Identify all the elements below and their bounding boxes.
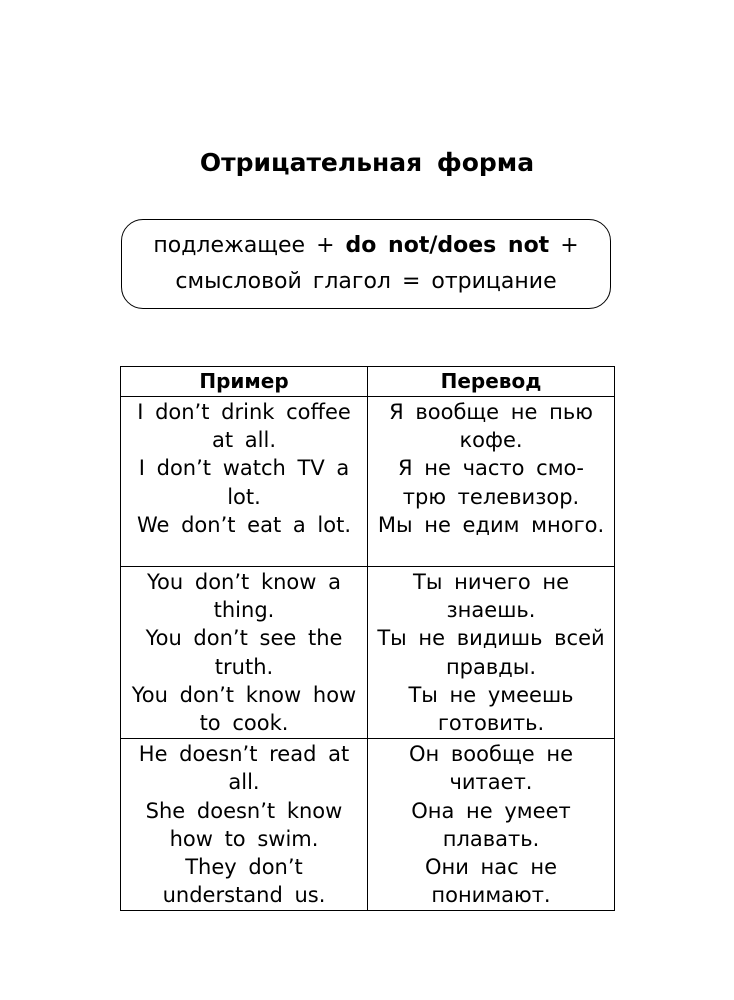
translation-sentence: Мы не едим много. — [377, 512, 605, 537]
translation-cell — [368, 397, 615, 567]
example-sentence: You don’t know how to cook. — [131, 682, 357, 736]
example-sentence: She doesn’t know how to swim. — [145, 798, 343, 851]
formula-line-1 — [122, 228, 610, 264]
table-row — [121, 567, 615, 739]
example-sentence: I don’t drink coffee at all. — [137, 400, 351, 453]
example-sentence: He doesn’t read at all. — [138, 742, 350, 795]
example-cell — [121, 739, 368, 911]
translation-sentence: Я не часто смо- трю телевизор. — [398, 456, 584, 509]
header-translation: Перевод — [368, 367, 615, 397]
translation-cell — [368, 739, 615, 911]
table-header-row — [121, 367, 615, 397]
translation-sentence: Ты ничего не знаешь. — [413, 570, 569, 623]
translation-sentence: Он вообще не читает. — [409, 742, 573, 795]
translation-cell — [368, 567, 615, 739]
formula-auxiliary: do not/does not — [345, 233, 550, 258]
translation-sentence: Ты не умеешь готовить. — [408, 682, 574, 736]
example-sentence: You don’t see the truth. — [145, 626, 343, 679]
example-sentence: You don’t know a thing. — [147, 570, 341, 623]
translation-sentence: Она не умеет плавать. — [411, 798, 571, 851]
example-sentence: They don’t understand us. — [162, 855, 326, 908]
formula-subject: подлежащее + — [153, 233, 346, 258]
formula-plus: + — [549, 233, 579, 258]
examples-table — [120, 366, 615, 911]
table-row — [121, 739, 615, 911]
example-cell — [121, 397, 368, 567]
translation-sentence: Я вообще не пью кофе. — [389, 400, 593, 453]
formula-line-2: смысловой глагол = отрицание — [175, 269, 557, 294]
page-title: Отрицательная форма — [199, 148, 535, 177]
formula-box — [121, 219, 611, 309]
translation-sentence: Они нас не понимают. — [424, 855, 558, 908]
table-row — [121, 397, 615, 567]
translation-sentence: Ты не видишь всей правды. — [377, 626, 605, 679]
example-cell — [121, 567, 368, 739]
header-example: Пример — [121, 367, 368, 397]
example-sentence: I don’t watch TV a lot. — [138, 456, 350, 509]
example-sentence: We don’t eat a lot. — [136, 512, 352, 537]
